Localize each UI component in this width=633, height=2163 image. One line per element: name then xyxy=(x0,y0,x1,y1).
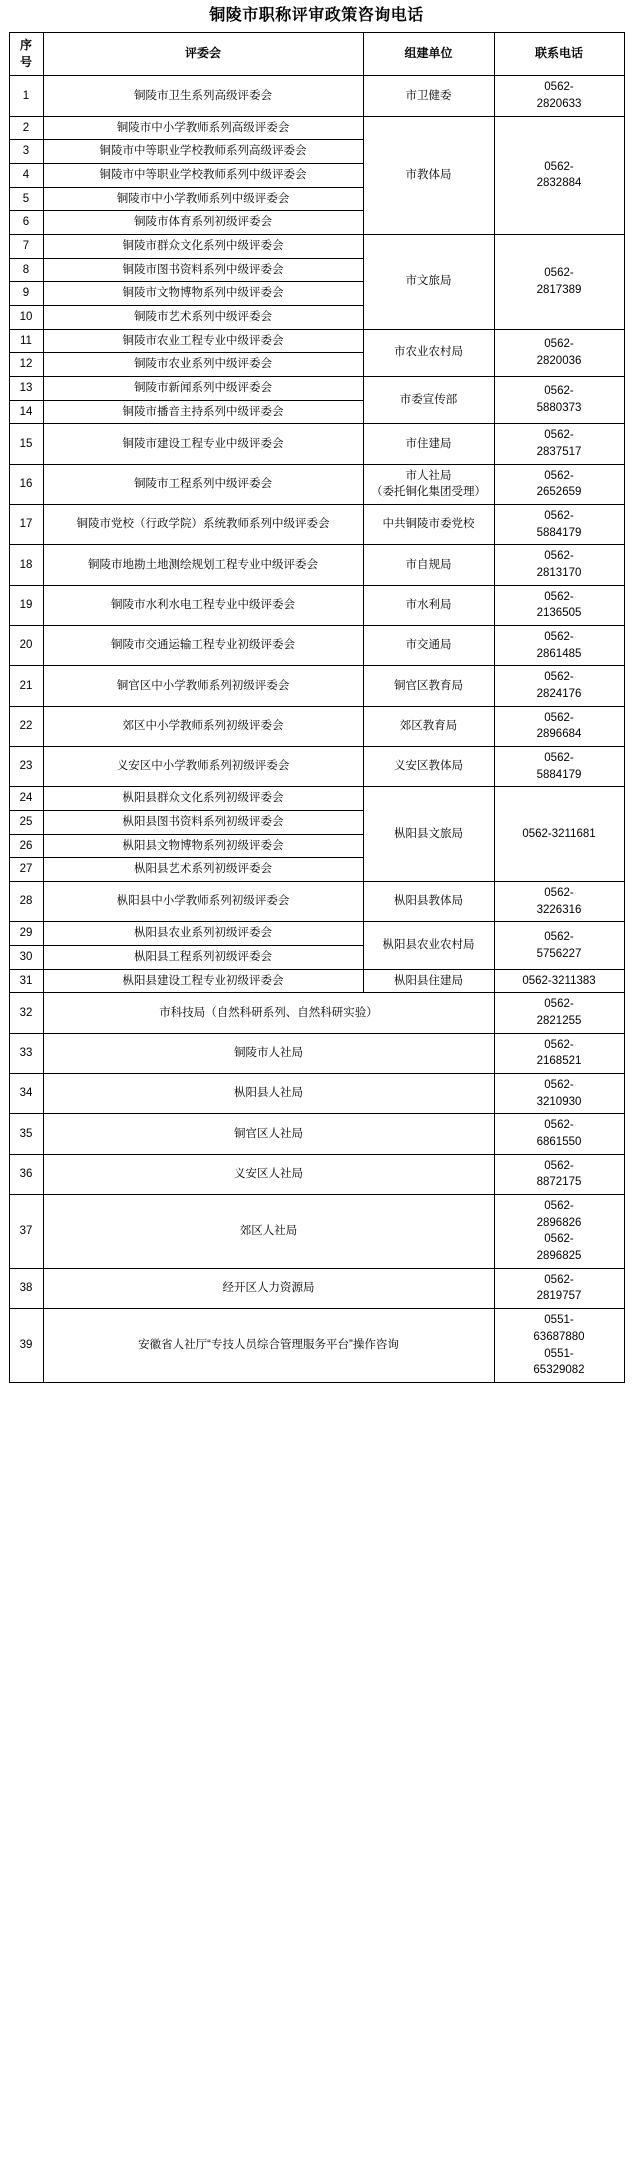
cell-phone xyxy=(494,329,624,376)
column-header-seq xyxy=(9,33,43,76)
phone-line: 65329082 xyxy=(533,1364,585,1377)
table-row xyxy=(9,922,624,946)
cell-phone xyxy=(494,116,624,234)
phone-line: 2652659 xyxy=(536,486,582,499)
cell-seq: 20 xyxy=(9,625,43,665)
cell-committee: 铜陵市农业工程专业中级评委会 xyxy=(43,329,363,353)
table-row xyxy=(9,1033,624,1073)
phone-line: 0562- xyxy=(544,81,574,94)
phone-line: 0562- xyxy=(544,338,574,351)
cell-seq: 16 xyxy=(9,464,43,504)
cell-committee: 铜陵市建设工程专业中级评委会 xyxy=(43,424,363,464)
cell-committee: 经开区人力资源局 xyxy=(43,1268,494,1308)
table-row xyxy=(9,329,624,353)
cell-seq: 18 xyxy=(9,545,43,585)
cell-organizer: 市水利局 xyxy=(363,585,494,625)
cell-committee: 铜陵市艺术系列中级评委会 xyxy=(43,305,363,329)
phone-line: 2896825 xyxy=(536,1250,582,1263)
cell-seq: 14 xyxy=(9,400,43,424)
phone-line: 3210930 xyxy=(536,1095,582,1108)
cell-phone xyxy=(494,1195,624,1269)
table-row xyxy=(9,625,624,665)
cell-phone xyxy=(494,504,624,544)
cell-phone xyxy=(494,747,624,787)
phone-line: 2896826 xyxy=(536,1216,582,1229)
phone-line: 0562- xyxy=(544,160,574,173)
table-row xyxy=(9,706,624,746)
table-row xyxy=(9,116,624,140)
cell-committee: 铜陵市中小学教师系列高级评委会 xyxy=(43,116,363,140)
cell-committee: 铜陵市文物博物系列中级评委会 xyxy=(43,282,363,306)
cell-seq: 19 xyxy=(9,585,43,625)
phone-line: 0562- xyxy=(544,752,574,765)
cell-organizer: 市自规局 xyxy=(363,545,494,585)
phone-line: 2861485 xyxy=(536,647,582,660)
phone-line: 0562- xyxy=(544,930,574,943)
phone-line: 6861550 xyxy=(536,1136,582,1149)
cell-phone xyxy=(494,969,624,993)
cell-organizer: 市交通局 xyxy=(363,625,494,665)
cell-committee: 铜陵市群众文化系列中级评委会 xyxy=(43,234,363,258)
cell-committee: 郊区人社局 xyxy=(43,1195,494,1269)
cell-seq: 27 xyxy=(9,858,43,882)
phone-line: 2896684 xyxy=(536,728,582,741)
cell-seq: 4 xyxy=(9,163,43,187)
phone-line: 0562- xyxy=(544,630,574,643)
cell-phone xyxy=(494,787,624,882)
column-header-seq-line2: 号 xyxy=(19,55,32,70)
cell-committee: 枞阳县建设工程专业初级评委会 xyxy=(43,969,363,993)
table-header xyxy=(9,33,624,76)
cell-phone xyxy=(494,706,624,746)
cell-committee: 铜陵市工程系列中级评委会 xyxy=(43,464,363,504)
cell-committee: 枞阳县图书资料系列初级评委会 xyxy=(43,811,363,835)
cell-seq: 31 xyxy=(9,969,43,993)
cell-phone xyxy=(494,922,624,969)
cell-committee: 枞阳县人社局 xyxy=(43,1074,494,1114)
table-row xyxy=(9,882,624,922)
cell-phone xyxy=(494,1033,624,1073)
cell-phone xyxy=(494,234,624,329)
phone-line: 0562- xyxy=(544,887,574,900)
phone-line: 2813170 xyxy=(536,566,582,579)
cell-committee: 铜陵市体育系列初级评委会 xyxy=(43,211,363,235)
cell-committee: 铜陵市党校（行政学院）系统教师系列中级评委会 xyxy=(43,504,363,544)
cell-seq: 8 xyxy=(9,258,43,282)
cell-organizer: 市住建局 xyxy=(363,424,494,464)
phone-line: 0551- xyxy=(544,1314,574,1327)
phone-line: 0562- xyxy=(544,1273,574,1286)
cell-committee: 枞阳县农业系列初级评委会 xyxy=(43,922,363,946)
cell-committee: 铜陵市农业系列中级评委会 xyxy=(43,353,363,377)
cell-seq: 21 xyxy=(9,666,43,706)
table-row xyxy=(9,1268,624,1308)
table-row xyxy=(9,545,624,585)
table-row xyxy=(9,969,624,993)
cell-phone xyxy=(494,1114,624,1154)
cell-committee: 铜陵市新闻系列中级评委会 xyxy=(43,376,363,400)
phone-line: 2820633 xyxy=(536,97,582,110)
cell-organizer: 市文旅局 xyxy=(363,234,494,329)
column-header-organizer: 组建单位 xyxy=(363,33,494,76)
cell-seq: 12 xyxy=(9,353,43,377)
cell-seq: 28 xyxy=(9,882,43,922)
phone-line: 0562- xyxy=(544,509,574,522)
phone-line: 0562- xyxy=(544,1119,574,1132)
phone-line: 0562- xyxy=(544,429,574,442)
phone-line: 5880373 xyxy=(536,402,582,415)
cell-seq: 37 xyxy=(9,1195,43,1269)
cell-organizer: 市农业农村局 xyxy=(363,329,494,376)
phone-line: 2824176 xyxy=(536,688,582,700)
cell-committee: 安徽省人社厅“专技人员综合管理服务平台”操作咨询 xyxy=(43,1309,494,1383)
cell-committee: 铜陵市中小学教师系列中级评委会 xyxy=(43,187,363,211)
cell-committee: 枞阳县中小学教师系列初级评委会 xyxy=(43,882,363,922)
cell-committee: 铜陵市水利水电工程专业中级评委会 xyxy=(43,585,363,625)
policy-consultation-table xyxy=(9,32,625,1383)
table-row xyxy=(9,376,624,400)
phone-line: 0562- xyxy=(544,998,574,1011)
cell-committee: 义安区中小学教师系列初级评委会 xyxy=(43,747,363,787)
phone-line: 5756227 xyxy=(536,947,582,960)
table-row xyxy=(9,76,624,116)
cell-organizer: 枞阳县住建局 xyxy=(363,969,494,993)
phone-line: 63687880 xyxy=(533,1330,585,1343)
cell-phone xyxy=(494,625,624,665)
cell-committee: 铜陵市图书资料系列中级评委会 xyxy=(43,258,363,282)
table-header-row xyxy=(9,33,624,76)
cell-seq: 32 xyxy=(9,993,43,1033)
cell-phone xyxy=(494,76,624,116)
cell-phone xyxy=(494,376,624,423)
phone-line: 0562- xyxy=(544,1038,574,1051)
cell-phone xyxy=(494,666,624,706)
phone-line: 2837517 xyxy=(536,445,582,458)
cell-phone xyxy=(494,545,624,585)
cell-committee: 铜官区中小学教师系列初级评委会 xyxy=(43,666,363,706)
column-header-committee: 评委会 xyxy=(43,33,363,76)
phone-line: 8872175 xyxy=(536,1176,582,1189)
phone-line: 3226316 xyxy=(536,903,582,916)
phone-line: 2821255 xyxy=(536,1015,582,1028)
cell-committee: 枞阳县艺术系列初级评委会 xyxy=(43,858,363,882)
cell-seq: 38 xyxy=(9,1268,43,1308)
cell-phone xyxy=(494,1309,624,1383)
cell-phone xyxy=(494,1154,624,1194)
phone-line: 2819757 xyxy=(536,1290,582,1303)
cell-seq: 13 xyxy=(9,376,43,400)
phone-line: 0562- xyxy=(544,1200,574,1213)
cell-seq: 33 xyxy=(9,1033,43,1073)
cell-seq: 15 xyxy=(9,424,43,464)
cell-organizer: 中共铜陵市委党校 xyxy=(363,504,494,544)
phone-line: 0562- xyxy=(544,1159,574,1172)
cell-seq: 9 xyxy=(9,282,43,306)
cell-phone xyxy=(494,464,624,504)
table-row xyxy=(9,1309,624,1383)
phone-line: 0562- xyxy=(544,267,574,280)
cell-committee: 义安区人社局 xyxy=(43,1154,494,1194)
cell-committee: 枞阳县工程系列初级评委会 xyxy=(43,946,363,970)
cell-phone xyxy=(494,424,624,464)
cell-seq: 22 xyxy=(9,706,43,746)
cell-organizer: 枞阳县文旅局 xyxy=(363,787,494,882)
cell-committee: 铜陵市人社局 xyxy=(43,1033,494,1073)
table-row xyxy=(9,1114,624,1154)
phone-line: 2168521 xyxy=(536,1055,582,1068)
cell-committee: 铜陵市地勘土地测绘规划工程专业中级评委会 xyxy=(43,545,363,585)
cell-seq: 23 xyxy=(9,747,43,787)
table-row xyxy=(9,787,624,811)
cell-seq: 29 xyxy=(9,922,43,946)
cell-organizer: 义安区教体局 xyxy=(363,747,494,787)
cell-seq: 2 xyxy=(9,116,43,140)
phone-line: 0562- xyxy=(544,671,574,684)
table-row xyxy=(9,1074,624,1114)
cell-seq: 5 xyxy=(9,187,43,211)
cell-seq: 35 xyxy=(9,1114,43,1154)
organizer-line: （委托铜化集团受理） xyxy=(371,486,486,499)
cell-committee: 铜陵市中等职业学校教师系列中级评委会 xyxy=(43,163,363,187)
cell-committee: 铜陵市中等职业学校教师系列高级评委会 xyxy=(43,140,363,164)
cell-phone xyxy=(494,882,624,922)
table-row xyxy=(9,424,624,464)
cell-phone xyxy=(494,993,624,1033)
cell-seq: 1 xyxy=(9,76,43,116)
phone-line: 0562-3211681 xyxy=(522,827,596,840)
cell-seq: 39 xyxy=(9,1309,43,1383)
phone-line: 0562- xyxy=(544,1079,574,1092)
table-row xyxy=(9,747,624,787)
phone-line: 2136505 xyxy=(536,607,582,620)
cell-committee: 铜官区人社局 xyxy=(43,1114,494,1154)
cell-committee: 枞阳县文物博物系列初级评委会 xyxy=(43,834,363,858)
table-row xyxy=(9,234,624,258)
column-header-seq-line1: 序 xyxy=(19,37,32,52)
cell-organizer: 市卫健委 xyxy=(363,76,494,116)
cell-seq: 3 xyxy=(9,140,43,164)
phone-line: 0562- xyxy=(544,550,574,563)
phone-line: 5884179 xyxy=(536,526,582,539)
phone-line: 0562- xyxy=(544,385,574,398)
table-row xyxy=(9,585,624,625)
phone-line: 0551- xyxy=(544,1347,574,1360)
cell-seq: 6 xyxy=(9,211,43,235)
cell-committee: 枞阳县群众文化系列初级评委会 xyxy=(43,787,363,811)
table-body xyxy=(9,76,624,1383)
cell-seq: 17 xyxy=(9,504,43,544)
table-row xyxy=(9,666,624,706)
cell-seq: 26 xyxy=(9,834,43,858)
cell-committee: 铜陵市播音主持系列中级评委会 xyxy=(43,400,363,424)
cell-seq: 11 xyxy=(9,329,43,353)
cell-organizer xyxy=(363,464,494,504)
cell-seq: 36 xyxy=(9,1154,43,1194)
phone-line: 2820036 xyxy=(536,354,582,367)
phone-line: 0562-3211383 xyxy=(522,974,596,987)
cell-seq: 10 xyxy=(9,305,43,329)
cell-organizer: 枞阳县教体局 xyxy=(363,882,494,922)
cell-phone xyxy=(494,1074,624,1114)
phone-line: 0562- xyxy=(544,1233,574,1246)
phone-line: 2817389 xyxy=(536,283,582,296)
cell-seq: 24 xyxy=(9,787,43,811)
phone-line: 2832884 xyxy=(536,177,582,190)
cell-seq: 25 xyxy=(9,811,43,835)
table-row xyxy=(9,504,624,544)
cell-seq: 30 xyxy=(9,946,43,970)
cell-committee: 市科技局（自然科研系列、自然科研实验） xyxy=(43,993,494,1033)
cell-organizer: 市委宣传部 xyxy=(363,376,494,423)
table-row xyxy=(9,993,624,1033)
cell-organizer: 枞阳县农业农村局 xyxy=(363,922,494,969)
cell-committee: 铜陵市卫生系列高级评委会 xyxy=(43,76,363,116)
phone-line: 0562- xyxy=(544,469,574,482)
cell-phone xyxy=(494,585,624,625)
phone-line: 0562- xyxy=(544,590,574,603)
phone-line: 0562- xyxy=(544,711,574,724)
phone-line: 5884179 xyxy=(536,768,582,781)
cell-phone xyxy=(494,1268,624,1308)
table-row xyxy=(9,464,624,504)
column-header-phone: 联系电话 xyxy=(494,33,624,76)
cell-seq: 7 xyxy=(9,234,43,258)
cell-seq: 34 xyxy=(9,1074,43,1114)
cell-organizer: 铜官区教育局 xyxy=(363,666,494,706)
table-row xyxy=(9,1195,624,1269)
organizer-line: 市人社局 xyxy=(405,469,452,482)
cell-committee: 铜陵市交通运输工程专业初级评委会 xyxy=(43,625,363,665)
page-title: 铜陵市职称评审政策咨询电话 xyxy=(209,7,424,24)
cell-organizer: 郊区教育局 xyxy=(363,706,494,746)
cell-committee: 郊区中小学教师系列初级评委会 xyxy=(43,706,363,746)
table-row xyxy=(9,1154,624,1194)
cell-organizer: 市教体局 xyxy=(363,116,494,234)
